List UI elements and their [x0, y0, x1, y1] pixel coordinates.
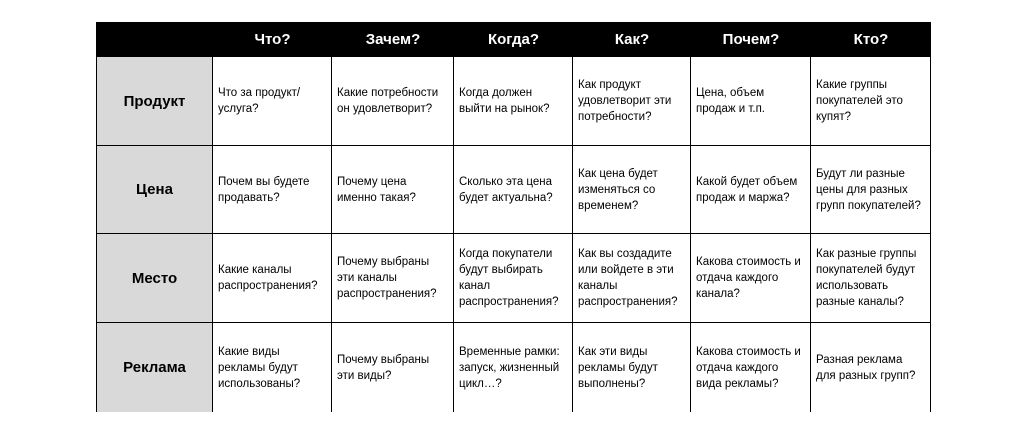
- table-cell: Что за продукт/услуга?: [213, 56, 332, 145]
- table-cell: Какие потребности он удовлетворит?: [332, 56, 454, 145]
- header-what: Что?: [213, 22, 332, 56]
- table-cell: Какова стоимость и отдача каждого канала?: [691, 233, 811, 322]
- header-why: Зачем?: [332, 22, 454, 56]
- table-cell: Почему цена именно такая?: [332, 145, 454, 233]
- marketing-mix-table: [96, 22, 930, 412]
- header-when: Когда?: [454, 22, 573, 56]
- header-corner: [97, 22, 213, 56]
- table-cell: Когда покупатели будут выбирать канал распространения?: [454, 233, 573, 322]
- row-label-product: Продукт: [97, 56, 213, 145]
- table-cell: Как продукт удовлетворит эти потребности?: [573, 56, 691, 145]
- row-label-place: Место: [97, 233, 213, 322]
- table-cell: Как вы создадите или войдете в эти каналы распространения?: [573, 233, 691, 322]
- table-cell: Какие группы покупателей это купят?: [811, 56, 931, 145]
- row-label-price: Цена: [97, 145, 213, 233]
- table-cell: Когда должен выйти на рынок?: [454, 56, 573, 145]
- header-who: Кто?: [811, 22, 931, 56]
- row-label-promotion: Реклама: [97, 322, 213, 412]
- table-cell: Почему выбраны эти каналы распространения?: [332, 233, 454, 322]
- table-cell: Как разные группы покупателей будут использовать разные каналы?: [811, 233, 931, 322]
- header-how-much: Почем?: [691, 22, 811, 56]
- table-cell: Цена, объем продаж и т.п.: [691, 56, 811, 145]
- table-cell: Какова стоимость и отдача каждого вида рекламы?: [691, 322, 811, 412]
- table-cell: Почем вы будете продавать?: [213, 145, 332, 233]
- table-cell: Временные рамки: запуск, жизненный цикл…?: [454, 322, 573, 412]
- table-cell: Будут ли разные цены для разных групп покупателей?: [811, 145, 931, 233]
- table-cell: Как цена будет изменяться со временем?: [573, 145, 691, 233]
- header-how: Как?: [573, 22, 691, 56]
- table-cell: Какой будет объем продаж и маржа?: [691, 145, 811, 233]
- table-cell: Как эти виды рекламы будут выполнены?: [573, 322, 691, 412]
- table-cell: Почему выбраны эти виды?: [332, 322, 454, 412]
- table-cell: Разная реклама для разных групп?: [811, 322, 931, 412]
- table-cell: Какие каналы распространения?: [213, 233, 332, 322]
- table-cell: Какие виды рекламы будут использованы?: [213, 322, 332, 412]
- table-cell: Сколько эта цена будет актуальна?: [454, 145, 573, 233]
